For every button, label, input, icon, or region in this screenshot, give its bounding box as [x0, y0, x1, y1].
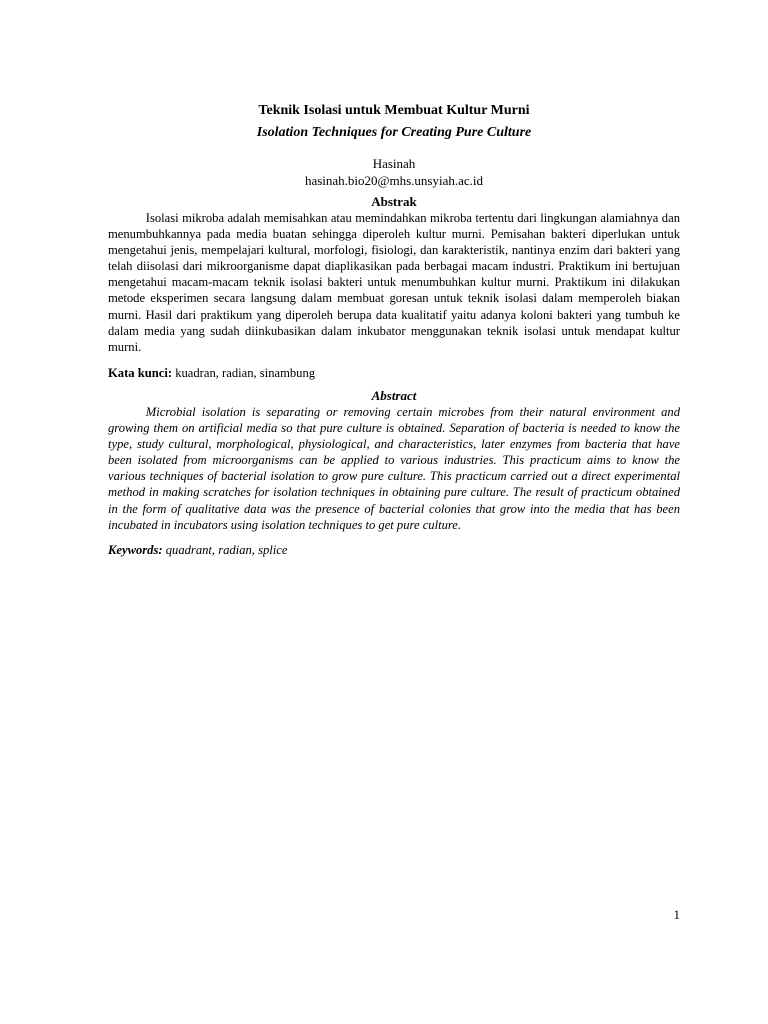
abstrak-body — [108, 210, 680, 355]
abstract-body — [108, 404, 680, 533]
abstract-heading: Abstract — [371, 388, 417, 403]
abstrak-heading: Abstrak — [371, 194, 417, 209]
page-number: 1 — [673, 907, 680, 922]
keywords-line — [108, 542, 680, 558]
abstrak-text: Isolasi mikroba adalah memisahkan atau memindahkan mikroba tertentu dari lingkungan alamiahnya dan menumbuhkannya pada media buatan sehingga diperoleh kultur murni. Pemisahan bakteri diperlukan untuk mengetahui jenis, mempelajari kultural, morfologi, fisiologi, dan karakteristik, nantinya enzim dari bakteri yang telah diisolasi dari mikroorganisme dapat diaplikasikan pada berbagai macam industri. Praktikum ini bertujuan mengetahui macam-macam teknik isolasi bakteri untuk menumbuhkan kultur murni. Praktikum ini dilakukan metode eksperimen secara langsung dalam membuat goresan untuk teknik isolasi dalam memperoleh biakan murni. Hasil dari praktikum yang diperoleh berupa data kualitatif yaitu adanya koloni bakteri yang tumbuh ke dalam media yang sudah diinkubasikan dalam inkubator menggunakan teknik isolasi untuk mendapat kultur murni. — [108, 211, 680, 354]
abstract-text: Microbial isolation is separating or removing certain microbes from their natural environment and growing them on artificial media so that pure culture is obtained. Separation of bacteria is needed to know the type, study cultural, morphological, physiological, and characteristics, later enzymes from bacteria that have been isolated from microorganisms can be applied to various industries. This practicum aims to know the various techniques of bacterial isolation to grow pure culture. This practicum carried out a direct experimental method in making scratches for isolation techniques in obtaining pure culture. The result of practicum obtained in the form of qualitative data was the presence of bacterial colonies that grow into the media that has been incubated in incubators using isolation techniques to get pure culture. — [108, 405, 680, 532]
paper-subtitle-english: Isolation Techniques for Creating Pure Culture — [256, 125, 532, 140]
author-email: hasinah.bio20@mhs.unsyiah.ac.id — [304, 173, 484, 188]
kata-kunci-values: kuadran, radian, sinambung — [175, 366, 316, 380]
kata-kunci-line — [108, 365, 680, 381]
keywords-label: Keywords: — [108, 543, 163, 557]
keywords-values: quadrant, radian, splice — [165, 543, 288, 557]
kata-kunci-label: Kata kunci: — [108, 366, 173, 380]
author-name: Hasinah — [372, 156, 416, 171]
paper-title: Teknik Isolasi untuk Membuat Kultur Murni — [258, 103, 530, 118]
